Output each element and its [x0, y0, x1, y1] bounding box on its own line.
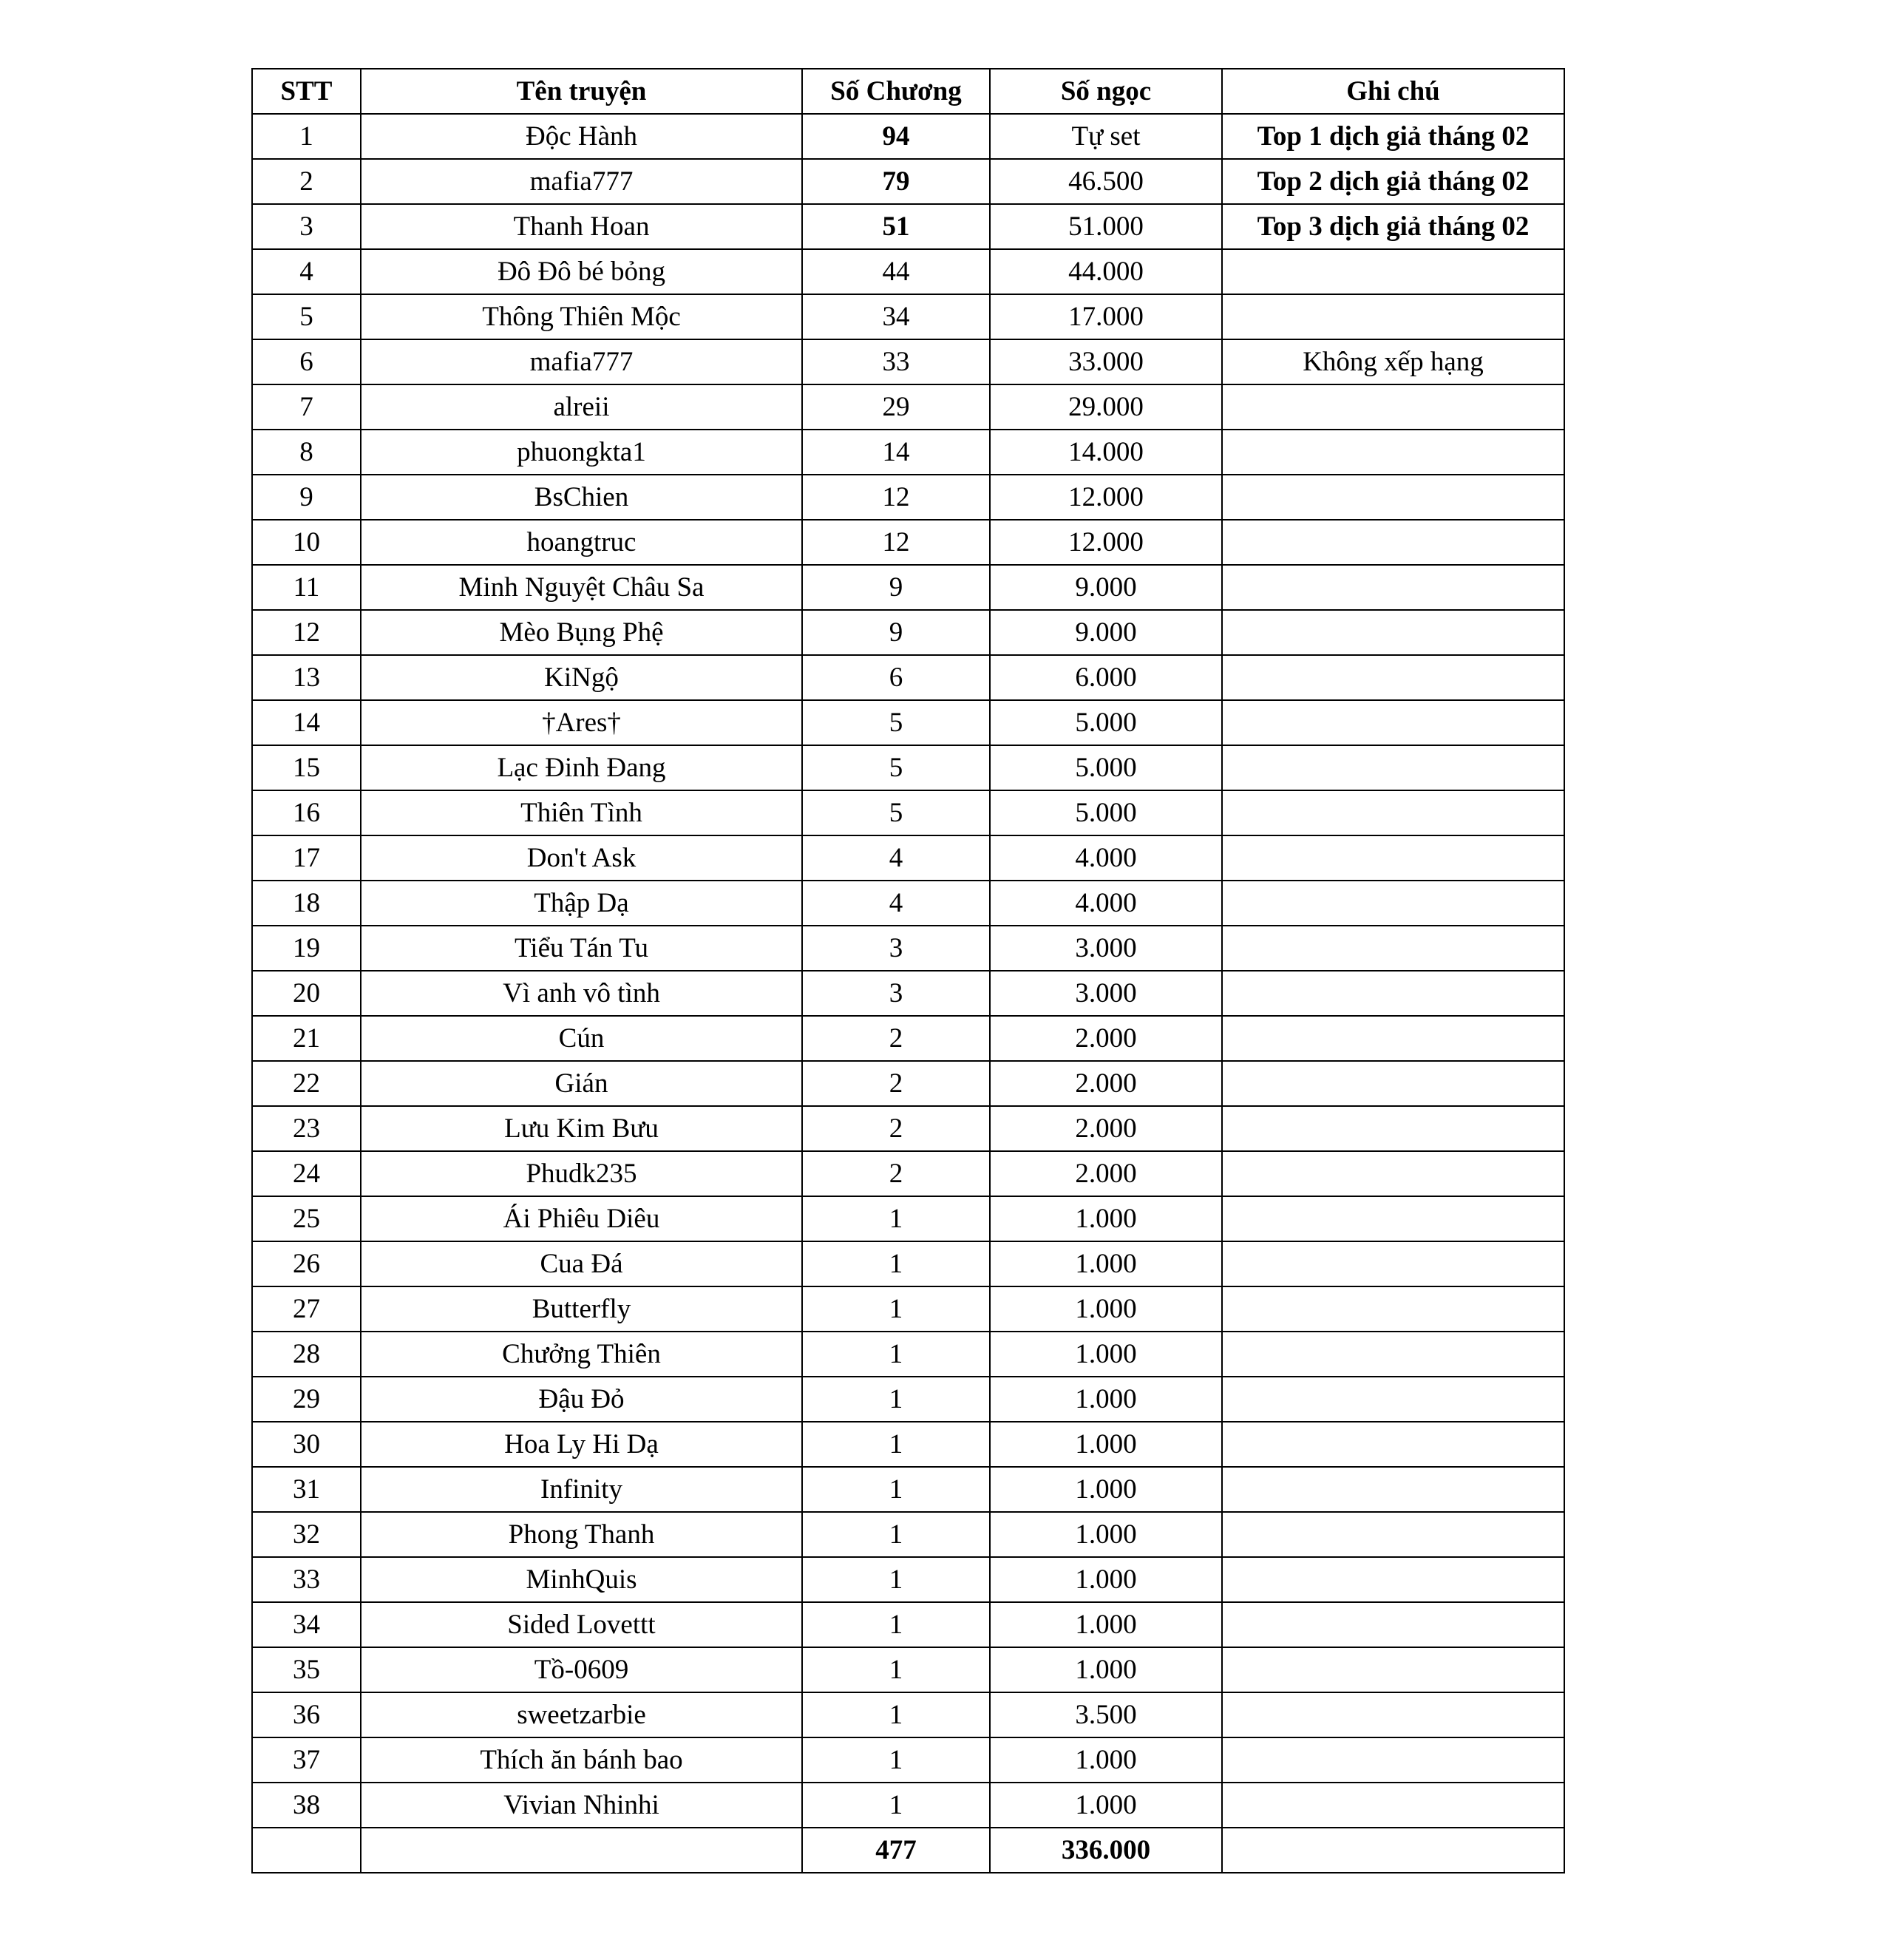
cell-chapters: 3 [802, 926, 990, 971]
cell-stt: 36 [252, 1692, 361, 1737]
cell-gems: 1.000 [990, 1557, 1222, 1602]
cell-gems: 51.000 [990, 204, 1222, 249]
cell-gems: 5.000 [990, 790, 1222, 835]
cell-chapters: 1 [802, 1647, 990, 1692]
cell-note [1222, 700, 1564, 745]
cell-chapters: 1 [802, 1377, 990, 1422]
cell-chapters: 2 [802, 1151, 990, 1196]
cell-name: Sided Lovettt [361, 1602, 802, 1647]
cell-stt: 13 [252, 655, 361, 700]
table-row [252, 565, 1564, 610]
cell-stt: 33 [252, 1557, 361, 1602]
table-row [252, 1557, 1564, 1602]
table-row [252, 1783, 1564, 1828]
cell-chapters: 44 [802, 249, 990, 294]
total-note [1222, 1828, 1564, 1873]
cell-chapters: 5 [802, 790, 990, 835]
table-row [252, 790, 1564, 835]
cell-gems: 14.000 [990, 430, 1222, 475]
cell-chapters: 4 [802, 835, 990, 881]
table-row [252, 926, 1564, 971]
cell-gems: 4.000 [990, 835, 1222, 881]
cell-name: Đậu Đỏ [361, 1377, 802, 1422]
table-row [252, 384, 1564, 430]
cell-stt: 19 [252, 926, 361, 971]
cell-gems: 46.500 [990, 159, 1222, 204]
cell-gems: 4.000 [990, 881, 1222, 926]
cell-note [1222, 655, 1564, 700]
cell-note: Không xếp hạng [1222, 339, 1564, 384]
table-row [252, 1512, 1564, 1557]
cell-gems: 12.000 [990, 475, 1222, 520]
table-row [252, 1377, 1564, 1422]
table-row [252, 1196, 1564, 1241]
total-name [361, 1828, 802, 1873]
cell-stt: 16 [252, 790, 361, 835]
table-row [252, 204, 1564, 249]
cell-gems: 29.000 [990, 384, 1222, 430]
cell-gems: 1.000 [990, 1422, 1222, 1467]
cell-chapters: 1 [802, 1737, 990, 1783]
cell-name: Cua Đá [361, 1241, 802, 1286]
table-row [252, 475, 1564, 520]
cell-gems: 1.000 [990, 1332, 1222, 1377]
cell-gems: 3.500 [990, 1692, 1222, 1737]
cell-name: hoangtruc [361, 520, 802, 565]
cell-name: Mèo Bụng Phệ [361, 610, 802, 655]
cell-chapters: 79 [802, 159, 990, 204]
cell-chapters: 9 [802, 565, 990, 610]
total-chapters: 477 [802, 1828, 990, 1873]
cell-name: Infinity [361, 1467, 802, 1512]
cell-note [1222, 1692, 1564, 1737]
cell-note [1222, 1377, 1564, 1422]
cell-gems: Tự set [990, 114, 1222, 159]
table-row [252, 745, 1564, 790]
cell-stt: 35 [252, 1647, 361, 1692]
table-row [252, 249, 1564, 294]
cell-gems: 1.000 [990, 1783, 1222, 1828]
cell-name: Phong Thanh [361, 1512, 802, 1557]
total-stt [252, 1828, 361, 1873]
cell-note [1222, 971, 1564, 1016]
table-row [252, 1692, 1564, 1737]
cell-name: Tiểu Tán Tu [361, 926, 802, 971]
cell-gems: 2.000 [990, 1106, 1222, 1151]
cell-chapters: 1 [802, 1422, 990, 1467]
column-header-stt: STT [252, 69, 361, 114]
cell-name: Chưởng Thiên [361, 1332, 802, 1377]
cell-stt: 20 [252, 971, 361, 1016]
cell-stt: 12 [252, 610, 361, 655]
cell-note [1222, 1106, 1564, 1151]
cell-gems: 1.000 [990, 1737, 1222, 1783]
cell-gems: 2.000 [990, 1016, 1222, 1061]
table-row [252, 159, 1564, 204]
cell-stt: 10 [252, 520, 361, 565]
cell-chapters: 51 [802, 204, 990, 249]
cell-chapters: 1 [802, 1196, 990, 1241]
cell-note: Top 3 dịch giả tháng 02 [1222, 204, 1564, 249]
cell-stt: 18 [252, 881, 361, 926]
cell-stt: 23 [252, 1106, 361, 1151]
cell-note [1222, 1332, 1564, 1377]
cell-gems: 5.000 [990, 700, 1222, 745]
cell-name: Thích ăn bánh bao [361, 1737, 802, 1783]
cell-chapters: 1 [802, 1467, 990, 1512]
cell-note [1222, 1737, 1564, 1783]
cell-gems: 2.000 [990, 1061, 1222, 1106]
cell-stt: 15 [252, 745, 361, 790]
cell-chapters: 1 [802, 1286, 990, 1332]
cell-name: Thông Thiên Mộc [361, 294, 802, 339]
cell-chapters: 5 [802, 700, 990, 745]
table-row [252, 1106, 1564, 1151]
cell-name: Vì anh vô tình [361, 971, 802, 1016]
cell-note [1222, 1422, 1564, 1467]
cell-gems: 1.000 [990, 1602, 1222, 1647]
cell-chapters: 34 [802, 294, 990, 339]
cell-stt: 2 [252, 159, 361, 204]
cell-chapters: 1 [802, 1512, 990, 1557]
cell-name: Thanh Hoan [361, 204, 802, 249]
cell-name: Độc Hành [361, 114, 802, 159]
cell-name: Vivian Nhinhi [361, 1783, 802, 1828]
table-row [252, 1602, 1564, 1647]
cell-stt: 1 [252, 114, 361, 159]
cell-chapters: 1 [802, 1557, 990, 1602]
cell-note [1222, 835, 1564, 881]
cell-name: mafia777 [361, 159, 802, 204]
cell-name: Phudk235 [361, 1151, 802, 1196]
cell-chapters: 5 [802, 745, 990, 790]
cell-stt: 4 [252, 249, 361, 294]
cell-note [1222, 475, 1564, 520]
cell-note [1222, 1016, 1564, 1061]
cell-chapters: 9 [802, 610, 990, 655]
cell-note [1222, 1467, 1564, 1512]
cell-note [1222, 1061, 1564, 1106]
cell-gems: 1.000 [990, 1467, 1222, 1512]
cell-stt: 38 [252, 1783, 361, 1828]
table-row [252, 520, 1564, 565]
cell-chapters: 1 [802, 1241, 990, 1286]
cell-note [1222, 745, 1564, 790]
cell-stt: 8 [252, 430, 361, 475]
cell-name: Cún [361, 1016, 802, 1061]
table-row [252, 1737, 1564, 1783]
cell-note [1222, 384, 1564, 430]
cell-note [1222, 1602, 1564, 1647]
table-row [252, 881, 1564, 926]
cell-gems: 3.000 [990, 971, 1222, 1016]
cell-note [1222, 1151, 1564, 1196]
chapter-table [251, 68, 1565, 1873]
total-gems: 336.000 [990, 1828, 1222, 1873]
cell-note [1222, 294, 1564, 339]
cell-name: Đô Đô bé bỏng [361, 249, 802, 294]
cell-stt: 14 [252, 700, 361, 745]
cell-gems: 2.000 [990, 1151, 1222, 1196]
cell-name: sweetzarbie [361, 1692, 802, 1737]
table-row [252, 430, 1564, 475]
cell-stt: 17 [252, 835, 361, 881]
cell-chapters: 1 [802, 1783, 990, 1828]
cell-name: Don't Ask [361, 835, 802, 881]
table-row [252, 1332, 1564, 1377]
cell-note [1222, 610, 1564, 655]
cell-stt: 6 [252, 339, 361, 384]
cell-stt: 31 [252, 1467, 361, 1512]
cell-note [1222, 1557, 1564, 1602]
cell-stt: 22 [252, 1061, 361, 1106]
table-row [252, 1467, 1564, 1512]
cell-note [1222, 1512, 1564, 1557]
cell-gems: 9.000 [990, 610, 1222, 655]
table-row [252, 339, 1564, 384]
cell-chapters: 1 [802, 1692, 990, 1737]
table-row [252, 835, 1564, 881]
cell-chapters: 1 [802, 1332, 990, 1377]
cell-chapters: 6 [802, 655, 990, 700]
cell-note [1222, 520, 1564, 565]
cell-note [1222, 249, 1564, 294]
column-header-chapters: Số Chương [802, 69, 990, 114]
cell-note [1222, 881, 1564, 926]
cell-name: KiNgộ [361, 655, 802, 700]
table-row [252, 1241, 1564, 1286]
cell-stt: 30 [252, 1422, 361, 1467]
table-row [252, 655, 1564, 700]
cell-name: Butterfly [361, 1286, 802, 1332]
table-row [252, 114, 1564, 159]
table-body [252, 114, 1564, 1828]
cell-name: Gián [361, 1061, 802, 1106]
table-row [252, 971, 1564, 1016]
table-row [252, 1061, 1564, 1106]
cell-name: mafia777 [361, 339, 802, 384]
cell-gems: 33.000 [990, 339, 1222, 384]
cell-stt: 28 [252, 1332, 361, 1377]
table-row [252, 610, 1564, 655]
cell-stt: 7 [252, 384, 361, 430]
cell-gems: 1.000 [990, 1512, 1222, 1557]
table-row [252, 1647, 1564, 1692]
cell-chapters: 33 [802, 339, 990, 384]
cell-chapters: 12 [802, 475, 990, 520]
cell-chapters: 12 [802, 520, 990, 565]
cell-name: Thập Dạ [361, 881, 802, 926]
table-row [252, 1286, 1564, 1332]
cell-note [1222, 1783, 1564, 1828]
header-row [252, 69, 1564, 114]
cell-name: alreii [361, 384, 802, 430]
cell-name: phuongkta1 [361, 430, 802, 475]
table-row [252, 294, 1564, 339]
cell-chapters: 4 [802, 881, 990, 926]
cell-note [1222, 1241, 1564, 1286]
cell-stt: 27 [252, 1286, 361, 1332]
cell-chapters: 29 [802, 384, 990, 430]
cell-note [1222, 790, 1564, 835]
cell-chapters: 1 [802, 1602, 990, 1647]
table-row [252, 700, 1564, 745]
table-row [252, 1016, 1564, 1061]
cell-stt: 29 [252, 1377, 361, 1422]
cell-name: Ái Phiêu Diêu [361, 1196, 802, 1241]
cell-name: MinhQuis [361, 1557, 802, 1602]
cell-name: Lạc Đinh Đang [361, 745, 802, 790]
cell-stt: 32 [252, 1512, 361, 1557]
cell-stt: 34 [252, 1602, 361, 1647]
cell-gems: 17.000 [990, 294, 1222, 339]
column-header-note: Ghi chú [1222, 69, 1564, 114]
cell-note [1222, 1286, 1564, 1332]
cell-note: Top 1 dịch giả tháng 02 [1222, 114, 1564, 159]
cell-note [1222, 430, 1564, 475]
cell-stt: 25 [252, 1196, 361, 1241]
cell-chapters: 2 [802, 1016, 990, 1061]
cell-name: Hoa Ly Hi Dạ [361, 1422, 802, 1467]
cell-stt: 9 [252, 475, 361, 520]
cell-gems: 44.000 [990, 249, 1222, 294]
cell-gems: 12.000 [990, 520, 1222, 565]
cell-stt: 24 [252, 1151, 361, 1196]
table-row [252, 1151, 1564, 1196]
cell-stt: 11 [252, 565, 361, 610]
total-row [252, 1828, 1564, 1873]
cell-note [1222, 1647, 1564, 1692]
cell-gems: 1.000 [990, 1196, 1222, 1241]
cell-name: Tồ-0609 [361, 1647, 802, 1692]
cell-note [1222, 565, 1564, 610]
cell-name: Lưu Kim Bưu [361, 1106, 802, 1151]
column-header-gems: Số ngọc [990, 69, 1222, 114]
cell-note: Top 2 dịch giả tháng 02 [1222, 159, 1564, 204]
cell-gems: 5.000 [990, 745, 1222, 790]
cell-gems: 3.000 [990, 926, 1222, 971]
cell-stt: 3 [252, 204, 361, 249]
cell-gems: 1.000 [990, 1377, 1222, 1422]
cell-gems: 1.000 [990, 1286, 1222, 1332]
cell-chapters: 14 [802, 430, 990, 475]
column-header-name: Tên truyện [361, 69, 802, 114]
cell-chapters: 3 [802, 971, 990, 1016]
cell-name: †Ares† [361, 700, 802, 745]
cell-stt: 21 [252, 1016, 361, 1061]
cell-stt: 5 [252, 294, 361, 339]
cell-chapters: 2 [802, 1106, 990, 1151]
table-row [252, 1422, 1564, 1467]
cell-note [1222, 926, 1564, 971]
cell-gems: 9.000 [990, 565, 1222, 610]
cell-name: Minh Nguyệt Châu Sa [361, 565, 802, 610]
cell-gems: 1.000 [990, 1647, 1222, 1692]
cell-chapters: 2 [802, 1061, 990, 1106]
cell-chapters: 94 [802, 114, 990, 159]
cell-stt: 37 [252, 1737, 361, 1783]
cell-name: BsChien [361, 475, 802, 520]
cell-note [1222, 1196, 1564, 1241]
cell-name: Thiên Tình [361, 790, 802, 835]
cell-stt: 26 [252, 1241, 361, 1286]
cell-gems: 1.000 [990, 1241, 1222, 1286]
cell-gems: 6.000 [990, 655, 1222, 700]
